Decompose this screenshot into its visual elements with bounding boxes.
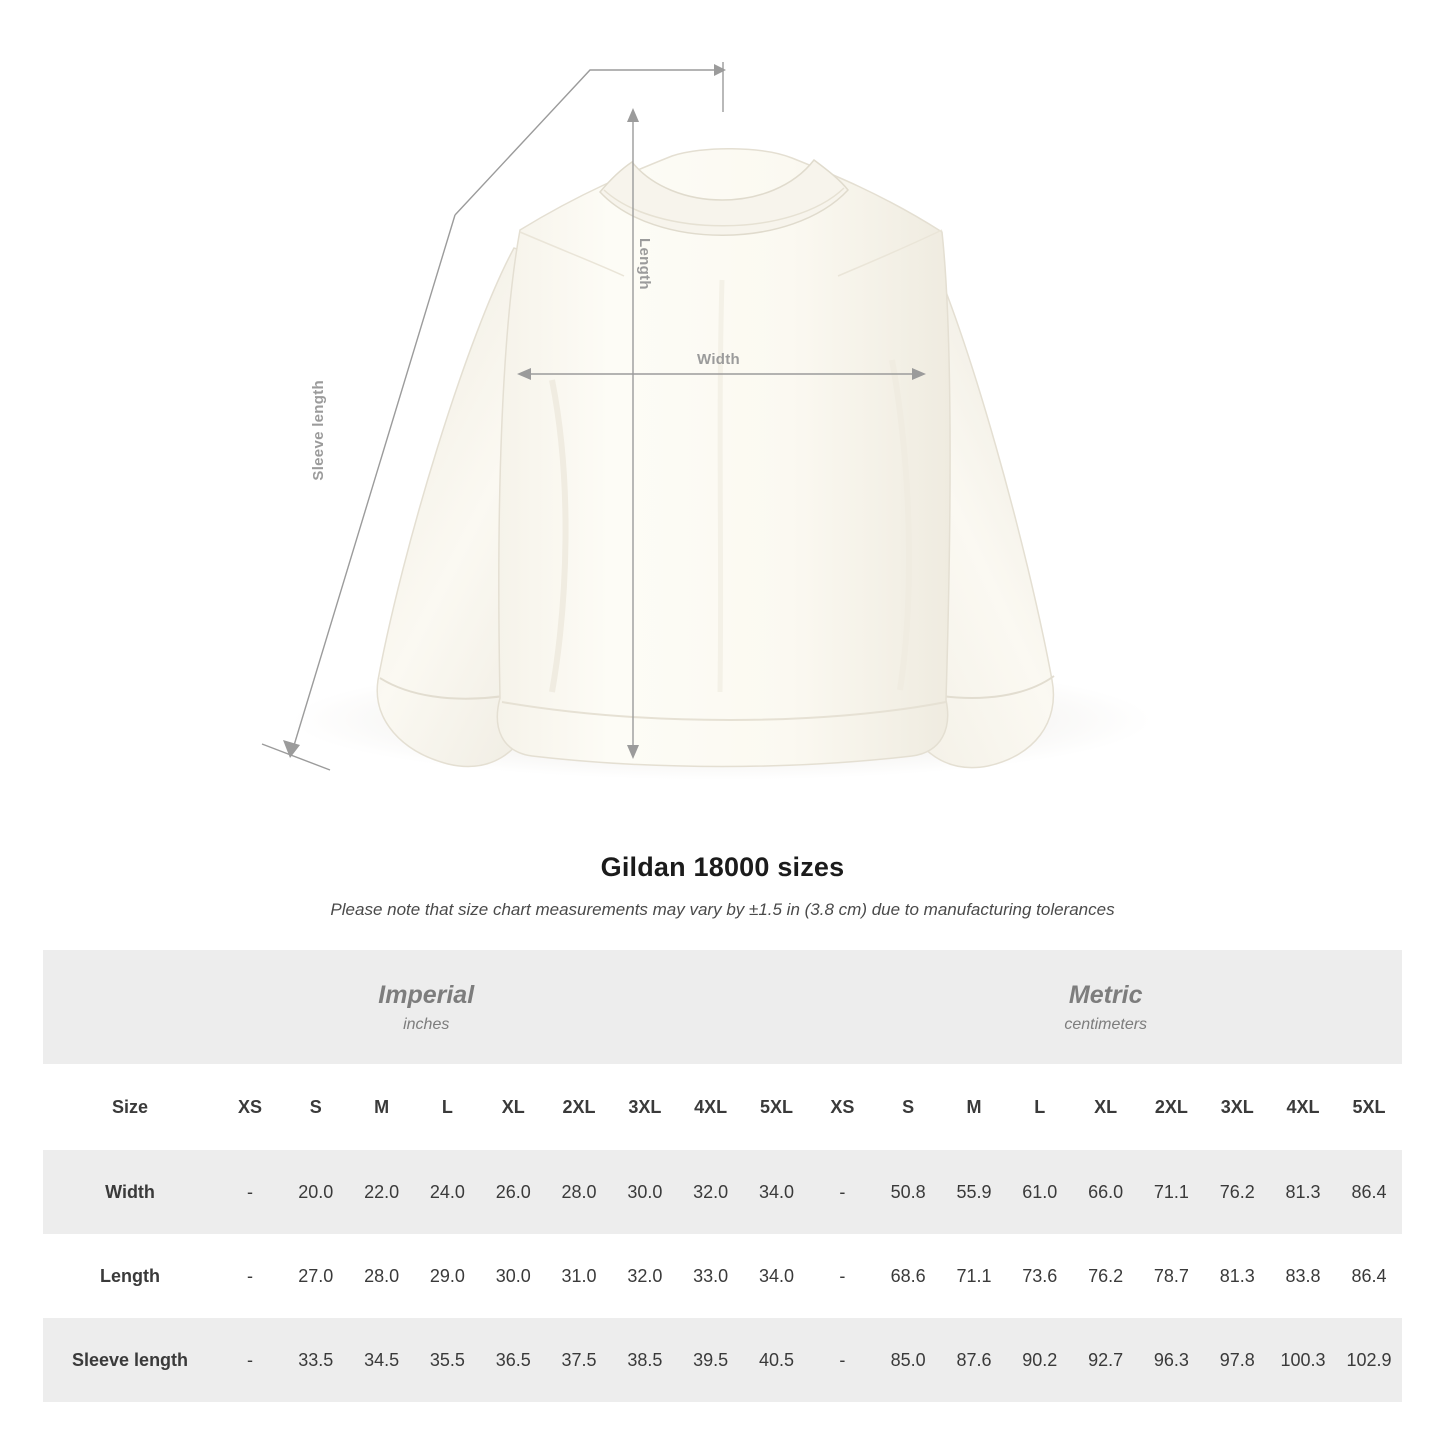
cell-width-met-0: - [809,1150,875,1234]
size-col-imp-6: 3XL [612,1064,678,1150]
size-col-met-8: 5XL [1336,1064,1402,1150]
size-col-imp-5: 2XL [546,1064,612,1150]
cell-width-imp-8: 34.0 [744,1150,810,1234]
size-col-met-1: S [875,1064,941,1150]
cell-sleeve-imp-3: 35.5 [415,1318,481,1402]
cell-sleeve-met-4: 92.7 [1073,1318,1139,1402]
cell-sleeve-met-0: - [809,1318,875,1402]
cell-length-met-0: - [809,1234,875,1318]
cell-length-met-1: 68.6 [875,1234,941,1318]
size-col-met-0: XS [809,1064,875,1150]
unit-imperial-name: Imperial [378,980,475,1009]
cell-sleeve-met-7: 100.3 [1270,1318,1336,1402]
unit-header-row [43,950,1402,1064]
unit-metric [809,950,1402,1064]
cell-sleeve-met-8: 102.9 [1336,1318,1402,1402]
size-col-met-5: 2XL [1139,1064,1205,1150]
cell-length-met-2: 71.1 [941,1234,1007,1318]
cell-width-imp-1: 20.0 [283,1150,349,1234]
row-label-sleeve-length: Sleeve length [43,1318,217,1402]
cell-width-imp-2: 22.0 [349,1150,415,1234]
table-row [43,1150,1402,1234]
size-col-met-3: L [1007,1064,1073,1150]
cell-width-met-7: 81.3 [1270,1150,1336,1234]
size-table [43,950,1402,1402]
cell-width-met-6: 76.2 [1204,1150,1270,1234]
cell-width-imp-0: - [217,1150,283,1234]
sweatshirt-image [252,80,1192,780]
cell-sleeve-met-3: 90.2 [1007,1318,1073,1402]
size-col-imp-3: L [415,1064,481,1150]
cell-sleeve-imp-6: 38.5 [612,1318,678,1402]
cell-length-met-4: 76.2 [1073,1234,1139,1318]
cell-length-imp-3: 29.0 [415,1234,481,1318]
size-col-imp-0: XS [217,1064,283,1150]
cell-length-imp-0: - [217,1234,283,1318]
unit-metric-name: Metric [1068,980,1143,1009]
cell-width-imp-5: 28.0 [546,1150,612,1234]
tolerance-note: Please note that size chart measurements may vary by ±1.5 in (3.8 cm) due to manufacturing tolerances [330,900,1115,919]
cell-width-met-8: 86.4 [1336,1150,1402,1234]
sleeve-length-label: Sleeve length [310,380,327,481]
cell-width-imp-3: 24.0 [415,1150,481,1234]
cell-sleeve-imp-5: 37.5 [546,1318,612,1402]
size-col-imp-1: S [283,1064,349,1150]
cell-width-imp-4: 26.0 [480,1150,546,1234]
table-row [43,1318,1402,1402]
size-header-row [43,1064,1402,1150]
length-label: Length [636,238,653,290]
row-label-width: Width [43,1150,217,1234]
cell-length-met-6: 81.3 [1204,1234,1270,1318]
unit-metric-sub: centimeters [1064,1015,1148,1033]
row-label-length: Length [43,1234,217,1318]
size-col-imp-4: XL [480,1064,546,1150]
cell-length-met-8: 86.4 [1336,1234,1402,1318]
size-table-wrapper [43,950,1402,1402]
unit-imperial-sub: inches [403,1015,450,1033]
width-label: Width [697,351,741,368]
cell-width-imp-6: 30.0 [612,1150,678,1234]
cell-sleeve-imp-2: 34.5 [349,1318,415,1402]
title-block [0,852,1445,920]
cell-sleeve-met-6: 97.8 [1204,1318,1270,1402]
cell-length-imp-6: 32.0 [612,1234,678,1318]
cell-length-imp-8: 34.0 [744,1234,810,1318]
size-col-met-2: M [941,1064,1007,1150]
cell-length-imp-7: 33.0 [678,1234,744,1318]
cell-length-met-5: 78.7 [1139,1234,1205,1318]
cell-sleeve-met-1: 85.0 [875,1318,941,1402]
cell-sleeve-imp-1: 33.5 [283,1318,349,1402]
cell-sleeve-met-5: 96.3 [1139,1318,1205,1402]
table-row [43,1234,1402,1318]
page-title: Gildan 18000 sizes [600,852,845,882]
cell-sleeve-imp-4: 36.5 [480,1318,546,1402]
size-col-imp-8: 5XL [744,1064,810,1150]
cell-sleeve-imp-7: 39.5 [678,1318,744,1402]
size-col-met-6: 3XL [1204,1064,1270,1150]
size-label-cell: Size [43,1064,217,1150]
cell-width-met-2: 55.9 [941,1150,1007,1234]
cell-length-met-7: 83.8 [1270,1234,1336,1318]
size-col-imp-7: 4XL [678,1064,744,1150]
size-col-met-7: 4XL [1270,1064,1336,1150]
cell-length-imp-2: 28.0 [349,1234,415,1318]
cell-sleeve-imp-0: - [217,1318,283,1402]
cell-sleeve-imp-8: 40.5 [744,1318,810,1402]
unit-imperial [43,950,809,1064]
size-col-met-4: XL [1073,1064,1139,1150]
cell-length-imp-4: 30.0 [480,1234,546,1318]
cell-width-met-3: 61.0 [1007,1150,1073,1234]
cell-length-imp-1: 27.0 [283,1234,349,1318]
cell-length-imp-5: 31.0 [546,1234,612,1318]
cell-sleeve-met-2: 87.6 [941,1318,1007,1402]
size-col-imp-2: M [349,1064,415,1150]
cell-width-met-5: 71.1 [1139,1150,1205,1234]
cell-width-imp-7: 32.0 [678,1150,744,1234]
cell-width-met-4: 66.0 [1073,1150,1139,1234]
cell-width-met-1: 50.8 [875,1150,941,1234]
cell-length-met-3: 73.6 [1007,1234,1073,1318]
